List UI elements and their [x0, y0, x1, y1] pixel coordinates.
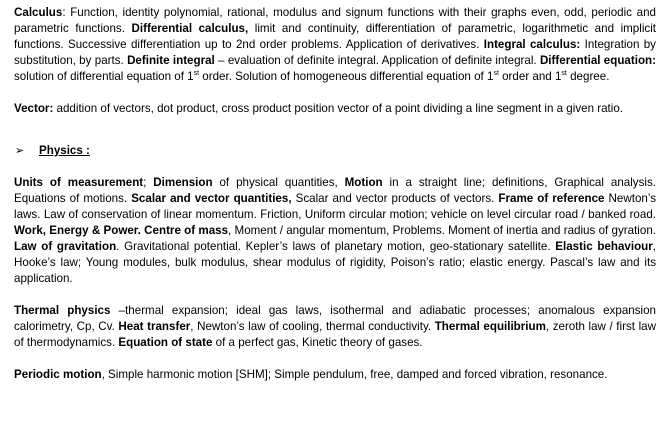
- units-heading: Units of measurement: [14, 176, 144, 189]
- periodic-motion-heading: Periodic motion: [14, 368, 102, 381]
- equation-of-state-heading: Equation of state: [118, 336, 213, 349]
- law-of-gravitation-heading: Law of gravitation: [14, 240, 117, 253]
- elastic-behaviour-heading: Elastic behaviour: [555, 240, 653, 253]
- scalar-vector-heading: Scalar and vector quantities,: [131, 192, 292, 205]
- physics-section-heading: [14, 143, 656, 159]
- thermal-physics-heading: Thermal physics: [14, 304, 111, 317]
- dimension-heading: Dimension: [153, 176, 213, 189]
- physics-heading: Physics :: [39, 144, 90, 157]
- units-paragraph: Units of measurement; Dimension of physical quantities, Motion in a straight line; definitions, Graphical analysis. Equations of motions. Scalar and vector quantities, Scalar and vector products of vectors. Frame of reference Newton’s laws. Law of conservation of linear momentum. Friction, Uniform circular motion; vehicle on level circular road / banked road. Work, Energy & Power. Centre of mass, Moment / angular momentum, Problems. Moment of inertia and radius of gyration. Law of gravitation. Gravitational potential. Kepler’s laws of planetary motion, geo-stationary satellite. Elastic behaviour, Hooke’s law; Young modules, bulk modulus, shear modulus of rigidity, Poison’s ratio; elastic energy. Pascal’s law and its application.: [14, 176, 657, 285]
- frame-of-reference-heading: Frame of reference: [498, 192, 605, 205]
- arrow-bullet-icon: ➢: [15, 145, 25, 157]
- calculus-heading: Calculus: [14, 6, 63, 19]
- periodic-paragraph: Periodic motion, Simple harmonic motion [SHM]; Simple pendulum, free, damped and forced vibration, resonance.: [14, 368, 608, 381]
- motion-heading: Motion: [344, 176, 383, 189]
- definite-integral-heading: Definite integral: [127, 54, 215, 67]
- integral-calculus-heading: Integral calculus:: [483, 38, 581, 51]
- heat-transfer-heading: Heat transfer: [118, 320, 191, 333]
- calculus-paragraph: Calculus: Function, identity polynomial, rational, modulus and signum functions with their graphs even, odd, periodic and parametric functions. Differential calculus, limit and continuity, differentiation of parametric, logarithmetic and implicit functions. Successive differentiation up to 2nd order problems. Application of derivatives. Integral calculus: Integration by substitution, by parts. Definite integral – evaluation of definite integral. Application of definite integral. Differential equation: solution of differential equation of 1st order. Solution of homogeneous differential equation of 1st order and 1st degree.: [14, 6, 657, 83]
- vector-paragraph: Vector: addition of vectors, dot product, cross product position vector of a point dividing a line segment in a given ratio.: [14, 102, 624, 115]
- differential-equation-heading: Differential equation:: [539, 54, 656, 67]
- work-energy-heading: Work, Energy & Power. Centre of mass: [14, 224, 229, 237]
- thermal-equilibrium-heading: Thermal equilibrium: [434, 320, 546, 333]
- vector-heading: Vector:: [14, 102, 54, 115]
- differential-calculus-heading: Differential calculus,: [131, 22, 249, 35]
- thermal-paragraph: Thermal physics –thermal expansion; ideal gas laws, isothermal and adiabatic processes; anomalous expansion calorimetry, Cp, Cv. Heat transfer, Newton’s law of cooling, thermal conductivity. Thermal equilibrium, zeroth law / first law of thermodynamics. Equation of state of a perfect gas, Kinetic theory of gases.: [14, 304, 656, 349]
